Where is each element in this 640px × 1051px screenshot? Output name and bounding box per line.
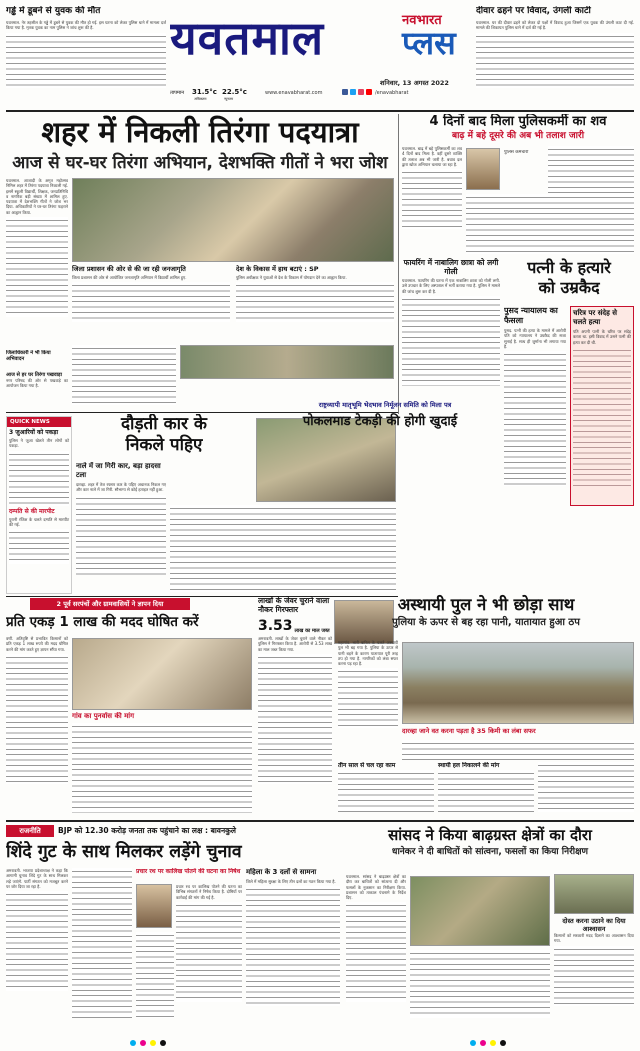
women-body: जिले में महिला सुरक्षा के लिए तीन दलों का गठन किया गया है.	[246, 879, 336, 884]
pokalmad-kicker: राष्ट्रव्यापी मातृभूमि भेदभाव निर्मूलन समिति को मिला पत्र	[318, 401, 452, 409]
right-top-body: यवतमाल. घर की दीवार ढहने को लेकर दो पक्षों में विवाद हुआ जिसमें एक युवक की उंगली काट दी गई. मामले की शिकायत पुलिस थाने में दर्ज की गई है.	[476, 20, 634, 31]
car-story	[76, 462, 166, 592]
temp-min-label: न्यूनतम	[224, 97, 234, 101]
caption-block-2	[236, 265, 394, 345]
women-headline: महिला के 3 दलों से सामना	[246, 868, 317, 876]
potter-body: प्रचार रथ पर कालिख पोतने की घटना का विभिन्न संगठनों ने निषेध किया है. दोषियों पर कार्रवाई की मांग की गई है.	[176, 884, 242, 900]
car-headline-block	[76, 414, 252, 460]
main-body: यवतमाल. आजादी के अमृत महोत्सव निमित्त शहर में तिरंगा पदयात्रा निकाली गई. इसमें स्कूली विद्यार्थी, शिक्षक, जनप्रतिनिधि व नागरिक बड़ी संख्या में शामिल हुए. पदयात्रा में देशभक्ति गीतों ने जोश भर दिया. अधिकारियों ने घर-घर तिरंगा फहराने का आह्वान किया.	[6, 178, 68, 215]
sarpanch-caption: गांव का पुनर्वास की मांग	[72, 712, 135, 720]
potter-headline-block	[136, 868, 242, 882]
issue-date: शनिवार, 13 अगस्त 2022	[380, 79, 449, 87]
caption-1-headline: जिला प्रशासन की ओर से की जा रही जनजागृति	[72, 265, 186, 273]
police-subhead: बाढ़ में बहे दूसरे की अब भी तलाश जारी	[451, 131, 585, 141]
caption-block-1	[72, 265, 230, 345]
politics-kicker: BJP को 12.30 करोड़ जनता तक पहुंचाने का लक्ष : बावनकुले	[58, 826, 236, 835]
bridge-more	[402, 740, 634, 760]
politics-label-box	[6, 825, 54, 837]
sarpanch-headline-block	[6, 612, 256, 636]
sarpanch-story	[6, 636, 68, 816]
quick-news	[6, 416, 72, 594]
rally-photo	[72, 178, 394, 262]
caption-1-body: जिला प्रशासन की ओर से आयोजित जनजागृति अभियान में विद्यार्थी शामिल हुए.	[72, 275, 187, 280]
mp-side-headline: दोस्त करना उठाने का दिया आश्वासन	[562, 917, 626, 933]
side-box-label-2: आज से हर घर तिरंगा पखवाड़ा	[6, 372, 62, 378]
pokalmad-headline-block	[260, 412, 500, 436]
police-body-col	[402, 146, 462, 256]
wife-murder-headline-2: को उम्रकैद	[538, 278, 600, 297]
character-body: पति अपनी पत्नी के चरित्र पर संदेह करता था. इसी विवाद में उसने पत्नी की हत्या कर दी थी.	[573, 329, 631, 345]
sarpanch-kicker-box	[30, 598, 190, 610]
jewelry-body: अमरावती. लाखों के जेवर चुराने वाले नौकर को पुलिस ने गिरफ्तार किया है. आरोपी से 3.53 लाख का माल जब्त किया गया.	[258, 636, 332, 652]
bridge-box-2	[438, 762, 534, 816]
mp-side-body: किसानों को सरकारी मदद दिलाने का आश्वासन दिया गया.	[554, 933, 634, 944]
masthead-title: यवतमाल	[170, 11, 325, 65]
masthead-info	[170, 78, 470, 108]
wife-murder-subhead: पुसद न्यायालय का फैसला	[504, 306, 558, 325]
mp-body: यवतमाल. सांसद ने बाढ़ग्रस्त क्षेत्रों का दौरा कर बाधितों को सांत्वना दी और फसलों के नुकसान का निरीक्षण किया. प्रशासन को तत्काल पंचनामे के निर्देश दिए.	[346, 874, 406, 901]
politics-headline: शिंदे गुट के साथ मिलकर लड़ेंगे चुनाव	[6, 842, 242, 862]
main-subhead: आज से घर-घर तिरंगा अभियान, देशभक्ति गीतों ने भरा जोश	[12, 153, 388, 173]
women-story	[246, 868, 340, 1018]
mp-headline: सांसद ने किया बाढ़ग्रस्त क्षेत्रों का दौरा	[388, 826, 592, 844]
politics-body: अमरावती. भाजपा प्रदेशाध्यक्ष ने कहा कि आगामी चुनाव शिंदे गुट के साथ मिलकर लड़े जाएंगे. पार्टी संगठन को मजबूत करने पर जोर दिया जा रहा है.	[6, 868, 68, 889]
right-top-story	[476, 6, 634, 106]
street-photo	[180, 345, 394, 379]
police-body-right	[548, 146, 634, 194]
jewelry-amount: 3.53	[258, 618, 293, 634]
police-headline: 4 दिनों बाद मिला पुलिसकर्मी का शव	[429, 114, 607, 129]
jewelry-story	[258, 596, 332, 816]
right-top-filler	[476, 33, 634, 88]
sarpanch-photo	[72, 638, 252, 710]
jewelry-amount-row	[258, 618, 332, 634]
temp-label: तापमान	[170, 90, 185, 96]
left-top-body: यवतमाल. नेर तहसील के गड्ढे में डूबने से युवक की मौत हो गई. इस घटना को लेकर पुलिस थाने में मामला दर्ज किया गया है. मृतक युवक का नाम पुलिस ने जांच शुरू की है.	[6, 20, 166, 31]
firing-headline: फायरिंग में नाबालिग छात्रा को लगी गोली	[403, 258, 499, 276]
quick-news-2-headline: दम्पति से की मारपीट	[9, 507, 55, 515]
registration-mark-black	[160, 1040, 166, 1046]
bridge-headline: अस्थायी पुल ने भी छोड़ा साथ	[397, 595, 575, 614]
bridge-caption-wrap	[402, 726, 634, 738]
politics-label: राजनीति	[19, 827, 41, 835]
character-box	[570, 306, 634, 506]
brand-bottom: प्लस	[402, 24, 456, 62]
potter-headline: प्रचार रथ पर कालिख पोतने की घटना का निषेध	[136, 868, 241, 875]
social-icons	[342, 89, 372, 95]
temp-min: 22.5°c	[222, 88, 247, 96]
side-box	[6, 350, 68, 410]
bridge-caption: दारव्हा जाने वत करना पड़ता है 35 किमी का लंबा सफर	[402, 727, 536, 735]
right-top-headline: दीवार ढहने पर विवाद, उंगली काटी	[476, 6, 591, 16]
police-photo-caption: पुलिस कर्मचारी	[504, 150, 529, 155]
firing-story	[402, 258, 500, 408]
wife-murder-headline-1: पत्नी के हत्यारे	[527, 258, 611, 277]
instagram-icon[interactable]	[358, 89, 364, 95]
side-box-label-1: जिलाधिकारी ने भी किया अभिवादन	[6, 350, 51, 362]
bridge-box-2-headline: स्थायी हल निकालने की मांग	[438, 762, 500, 769]
left-top-headline: गड्ढे में डूबने से युवक की मौत	[6, 6, 101, 16]
main-headline: शहर में निकली तिरंगा पदयात्रा	[41, 115, 359, 149]
quick-news-label: QUICK NEWS	[7, 417, 71, 427]
temp-max-label: अधिकतम	[194, 97, 207, 101]
firing-body: यवतमाल. फायरिंग की घटना में एक नाबालिग छात्रा को गोली लगी. उसे उपचार के लिए अस्पताल में भर्ती कराया गया है. पुलिस ने मामले की जांच शुरू कर दी है.	[402, 278, 500, 294]
potter-photo	[136, 884, 172, 928]
car-subhead: नाले में जा गिरी कार, बड़ा हादसा टला	[76, 462, 161, 479]
social-handle: /enavabharat	[375, 90, 409, 96]
police-body-more	[466, 194, 634, 254]
registration-mark-cyan	[130, 1040, 136, 1046]
car-body: दारव्हा. शहर में तेज रफ्तार कार के पहिए अचानक निकल गए और कार नाले में जा गिरी. सौभाग्य से कोई हताहत नहीं हुआ.	[76, 482, 166, 493]
car-story-more	[170, 505, 396, 592]
pokalmad-kicker-box	[260, 400, 510, 412]
masthead-rule	[6, 110, 634, 112]
main-continued	[72, 345, 176, 405]
pokalmad-headline: पोकलमाड टेकड़ी की होगी खुदाई	[302, 414, 458, 429]
quick-news-2-body: पुरानी रंजिश के चलते दम्पति से मारपीट की गई.	[9, 516, 69, 527]
brand-top: नवभारत	[402, 13, 442, 28]
bridge-boxes	[338, 762, 634, 816]
mp-side-photo	[554, 874, 634, 914]
police-photo-caption-wrap	[504, 150, 544, 170]
jewelry-amount-label: लाख का माल जब्त	[294, 628, 330, 634]
mp-story	[346, 874, 406, 1018]
mp-photo	[410, 876, 550, 946]
car-headline-2: निकले पहिए	[125, 435, 203, 455]
politics-headline-block	[6, 840, 342, 866]
car-headline-1: दौड़ती कार के	[121, 414, 207, 434]
mp-side-box	[554, 874, 634, 1018]
registration-mark-yellow	[150, 1040, 156, 1046]
potter-story	[176, 884, 242, 1018]
politics-story	[6, 868, 68, 1018]
bridge-box-1	[338, 762, 434, 816]
flooded-bridge-photo	[402, 642, 634, 724]
quick-news-1-body: पुलिस ने जुआ खेलते तीन लोगों को पकड़ा.	[9, 438, 69, 449]
jewelry-headline: लाखों के जेवर चुराने वाला नौकर गिरफ्तार	[258, 596, 330, 614]
facebook-icon[interactable]	[342, 89, 348, 95]
character-headline: चरित्र पर संदेह से चलते हत्या	[573, 309, 618, 326]
bridge-headline-block	[338, 594, 634, 638]
mp-subhead: धानेकर ने दी बाधितों को सांत्वना, फसलों का किया निरीक्षण	[391, 847, 589, 857]
wife-murder-body: पुसद. पत्नी की हत्या के मामले में आरोपी पति को न्यायालय ने उम्रकैद की सजा सुनाई है. साथ ही जुर्माना भी लगाया गया है.	[504, 328, 566, 349]
quick-news-1-headline: 3 जुआरियों को पकड़ा	[9, 429, 59, 436]
youtube-icon[interactable]	[366, 89, 372, 95]
police-body: यवतमाल. बाढ़ में बहे पुलिसकर्मी का शव 4 दिनों बाद मिला है. वहीं दूसरे व्यक्ति की तलाश अब भी जारी है. बचाव दल द्वारा खोज अभियान चलाया जा रहा है.	[402, 146, 462, 167]
side-box-body: नगर परिषद की ओर से पखवाड़े का आयोजन किया गया है.	[6, 378, 68, 389]
sarpanch-body: वणी. अतिवृष्टि से प्रभावित किसानों को प्रति एकड़ 1 लाख रुपये की मदद घोषित करने की मांग करते हुए ज्ञापन सौंपा गया.	[6, 636, 68, 652]
police-photo	[466, 148, 500, 190]
website-link[interactable]: www.enavabharat.com	[265, 90, 323, 96]
bridge-body: महागांव. भारी बारिश के चलते अस्थायी पुल भी बह गया है. पुलिया के ऊपर से पानी बहने के कारण यातायात पूरी तरह ठप हो गया है. नागरिकों को लंबा सफर करना पड़ रहा है.	[338, 640, 398, 667]
bridge-subhead: पुलिया के ऊपर से बह रहा पानी, यातायात हुआ ठप	[392, 617, 580, 628]
politics-kicker-wrap	[58, 825, 338, 837]
left-top-filler	[6, 33, 166, 88]
sarpanch-kicker: 2 पूर्व सरपंचों और ग्रामवासियों ने ज्ञापन दिया	[56, 600, 164, 608]
temp-max: 31.5°c	[192, 88, 217, 96]
bridge-body-col	[338, 640, 398, 750]
registration-mark-magenta	[140, 1040, 146, 1046]
bridge-box-1-headline: तीन साल से चल रहा काम	[338, 762, 396, 769]
mp-headline-block	[346, 824, 634, 872]
caption-2-headline: देश के विकास में हाथ बटाएं : SP	[236, 265, 319, 273]
left-top-story	[6, 6, 166, 106]
twitter-icon[interactable]	[350, 89, 356, 95]
sarpanch-caption-block	[72, 712, 252, 816]
caption-2-body: पुलिस अधीक्षक ने युवाओं से देश के विकास में योगदान देने का आह्वान किया.	[236, 275, 347, 280]
sarpanch-headline: प्रति एकड़ 1 लाख की मदद घोषित करें	[6, 614, 199, 630]
main-story-text	[6, 178, 68, 348]
wife-murder-story	[504, 306, 566, 506]
masthead	[170, 8, 470, 78]
